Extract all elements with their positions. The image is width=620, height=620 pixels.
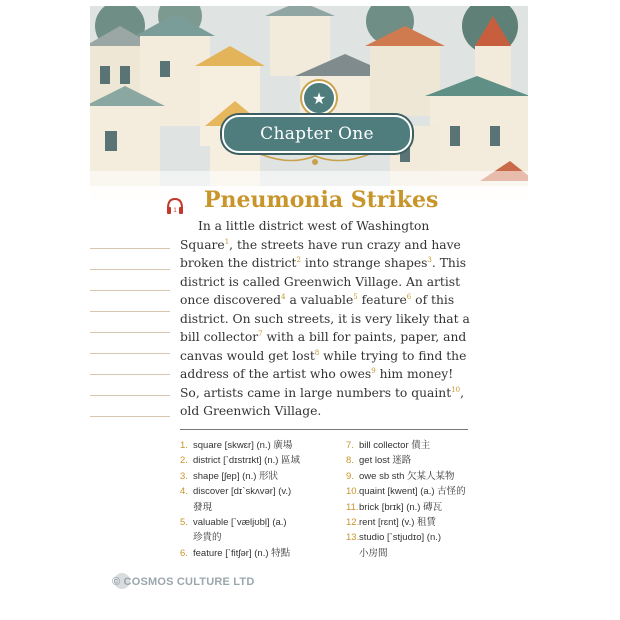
story-line: old Greenwich Village. [180, 404, 322, 418]
story-line: bill collector$^7$ with a bill for paints, paper, and [180, 329, 467, 344]
vocab-item: 7. bill collector 債主 [346, 440, 431, 451]
chapter-banner [222, 115, 412, 153]
vocab-item: 13.studio [`stjudɪo] (n.) [346, 532, 442, 544]
vocab-item: 8. get lost 迷路 [346, 455, 412, 467]
story-line: once discovered$^4$ a valuable$^5$ feature$^6$ of this [180, 292, 455, 307]
vocab-item: 10.quaint [kwent] (a.) 古怪的 [346, 486, 466, 498]
vocab-item: 2. district [`dɪstrɪkt] (n.) 區域 [180, 455, 301, 467]
vocab-list-right [346, 438, 506, 561]
vocab-translation: 小房間 [359, 547, 388, 559]
vocab-item: 1. square [skwɛr] (n.) 廣場 [180, 440, 293, 451]
divider [180, 429, 468, 430]
headphones-icon[interactable] [166, 196, 184, 216]
story-line: canvas would get lost$^8$ while trying to find the [180, 348, 467, 363]
vocab-item: 9. owe sb sth 欠某人某物 [346, 470, 455, 482]
vocab-list-left [180, 438, 330, 561]
story-line: Square$^1$, the streets have run crazy and have [180, 237, 461, 252]
chapter-label: Chapter One [260, 124, 374, 144]
story-line: district. On such streets, it is very likely that a [180, 311, 470, 326]
story-text [180, 217, 470, 421]
vocab-item: 12.rent [rɛnt] (v.) 租賃 [346, 517, 437, 529]
copyright-footer: © COSMOS CULTURE LTD [112, 576, 255, 588]
svg-text:1: 1 [173, 208, 177, 214]
story-line: broken the district$^2$ into strange shapes$^3$. This [180, 255, 467, 270]
vocab-item: 5. valuable [`væljʊbḷ] (a.) [180, 517, 287, 529]
vocab-translation: 珍貴的 [193, 532, 222, 544]
story-line: address of the artist who owes$^9$ him money! [180, 366, 454, 381]
vocab-item: 6. feature [`fitʃər] (n.) 特點 [180, 547, 291, 559]
star-icon: ★ [302, 81, 336, 115]
story-line: So, artists came in large numbers to quaint$^{10}$, [180, 385, 464, 400]
note-lines [90, 228, 170, 417]
vocab-item: 3. shape [ʃep] (n.) 形狀 [180, 470, 279, 482]
vocab-translation: 發現 [193, 501, 213, 513]
vocab-item: 11.brick [brɪk] (n.) 磚瓦 [346, 501, 443, 513]
story-line: In a little district west of Washington [198, 219, 430, 233]
story-line: district is called Greenwich Village. An artist [180, 274, 461, 289]
vocab-item: 4. discover [dɪ`skʌvər] (v.) [180, 486, 292, 498]
page-title: Pneumonia Strikes [204, 187, 439, 213]
book-page [90, 6, 528, 610]
